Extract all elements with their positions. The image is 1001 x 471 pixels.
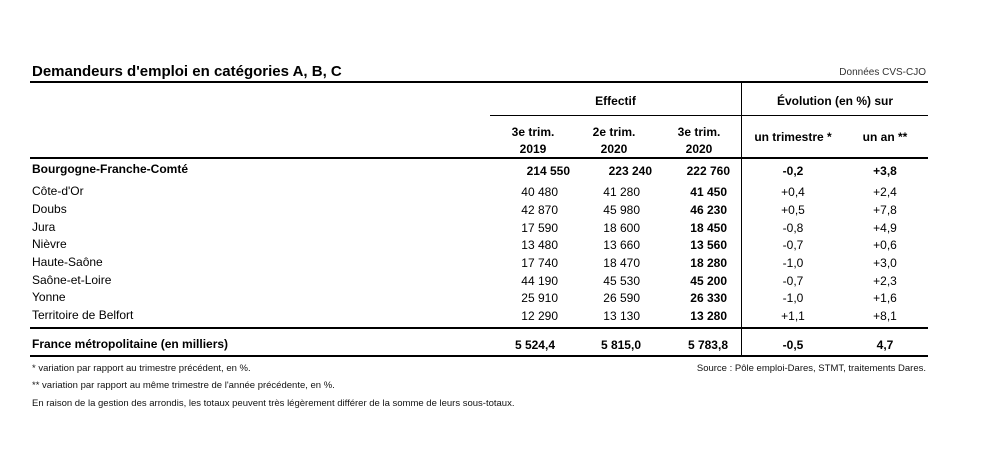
dept-v1: 40 480 [521, 185, 558, 199]
dept-year: +2,4 [873, 185, 897, 199]
table-title: Demandeurs d'emploi en catégories A, B, C [32, 63, 342, 80]
france-v3: 5 783,8 [687, 338, 728, 352]
region-v2: 223 240 [608, 164, 652, 178]
dept-year: +1,6 [873, 291, 897, 305]
data-note: Données CVS-CJO [839, 67, 926, 78]
dept-label: Saône-et-Loire [32, 273, 112, 287]
dept-label: Territoire de Belfort [32, 308, 134, 322]
dept-year: +0,6 [873, 238, 897, 252]
effectif-underline [490, 115, 741, 116]
header-col3-line2: 2020 [685, 142, 713, 156]
france-quarter: -0,5 [782, 338, 804, 352]
footnote-1: * variation par rapport au trimestre précédent, en %. [32, 363, 251, 374]
region-label: Bourgogne-Franche-Comté [32, 162, 188, 176]
header-rule [30, 157, 928, 159]
dept-quarter: -0,8 [782, 221, 804, 235]
header-col1-line1: 3e trim. [511, 125, 555, 139]
dept-label: Jura [32, 220, 56, 234]
dept-v1: 42 870 [521, 203, 558, 217]
france-v1: 5 524,4 [514, 338, 555, 352]
bottom-rule [30, 355, 928, 357]
dept-v3: 45 200 [690, 274, 727, 288]
dept-v3: 18 280 [690, 256, 727, 270]
dept-v3: 18 450 [690, 221, 727, 235]
dept-year: +3,0 [873, 256, 897, 270]
header-col4: un trimestre * [754, 130, 832, 144]
dept-label: Nièvre [32, 237, 67, 251]
top-rule [30, 81, 928, 83]
dept-quarter: +0,5 [781, 203, 805, 217]
region-v3: 222 760 [686, 164, 730, 178]
dept-label: Doubs [32, 202, 67, 216]
dept-v1: 12 290 [521, 309, 558, 323]
dept-year: +4,9 [873, 221, 897, 235]
region-quarter: -0,2 [782, 164, 804, 178]
header-col3 [664, 124, 734, 158]
dept-quarter: -0,7 [782, 238, 804, 252]
dept-v1: 17 590 [521, 221, 558, 235]
dept-quarter: -1,0 [782, 291, 804, 305]
footnote-2: ** variation par rapport au même trimestre de l'année précédente, en %. [32, 380, 335, 391]
france-year: 4,7 [876, 338, 894, 352]
dept-quarter: -1,0 [782, 256, 804, 270]
france-v2: 5 815,0 [600, 338, 641, 352]
dept-v2: 18 470 [603, 256, 640, 270]
dept-quarter: -0,7 [782, 274, 804, 288]
dept-v2: 41 280 [603, 185, 640, 199]
dept-v3: 46 230 [690, 203, 727, 217]
header-col2-line2: 2020 [600, 142, 628, 156]
dept-label: Yonne [32, 290, 66, 304]
france-top-rule [30, 327, 928, 329]
dept-year: +7,8 [873, 203, 897, 217]
dept-v1: 13 480 [521, 238, 558, 252]
column-divider [741, 83, 742, 355]
dept-quarter: +1,1 [781, 309, 805, 323]
header-evolution: Évolution (en %) sur [776, 94, 893, 108]
source-note: Source : Pôle emploi-Dares, STMT, traitements Dares. [696, 363, 926, 374]
dept-v2: 45 980 [603, 203, 640, 217]
dept-v2: 26 590 [603, 291, 640, 305]
header-col5: un an ** [862, 130, 908, 144]
header-col1 [498, 124, 568, 158]
header-col2-line1: 2e trim. [592, 125, 636, 139]
dept-v3: 26 330 [690, 291, 727, 305]
dept-v1: 17 740 [521, 256, 558, 270]
dept-v2: 18 600 [603, 221, 640, 235]
dept-label: Côte-d'Or [32, 184, 84, 198]
dept-label: Haute-Saône [32, 255, 103, 269]
dept-v2: 45 530 [603, 274, 640, 288]
header-col1-line2: 2019 [519, 142, 547, 156]
region-year: +3,8 [873, 164, 897, 178]
dept-v2: 13 130 [603, 309, 640, 323]
dept-v3: 13 280 [690, 309, 727, 323]
footnote-3: En raison de la gestion des arrondis, les totaux peuvent très légèrement différer de la somme de leurs sous-totaux. [32, 398, 515, 409]
dept-year: +2,3 [873, 274, 897, 288]
dept-v3: 41 450 [690, 185, 727, 199]
dept-year: +8,1 [873, 309, 897, 323]
header-col2 [579, 124, 649, 158]
evolution-underline [742, 115, 928, 116]
region-v1: 214 550 [526, 164, 570, 178]
header-effectif: Effectif [595, 94, 636, 108]
dept-quarter: +0,4 [781, 185, 805, 199]
dept-v1: 44 190 [521, 274, 558, 288]
france-label: France métropolitaine (en milliers) [32, 337, 229, 351]
header-col3-line1: 3e trim. [677, 125, 721, 139]
dept-v1: 25 910 [521, 291, 558, 305]
dept-v2: 13 660 [603, 238, 640, 252]
dept-v3: 13 560 [690, 238, 727, 252]
